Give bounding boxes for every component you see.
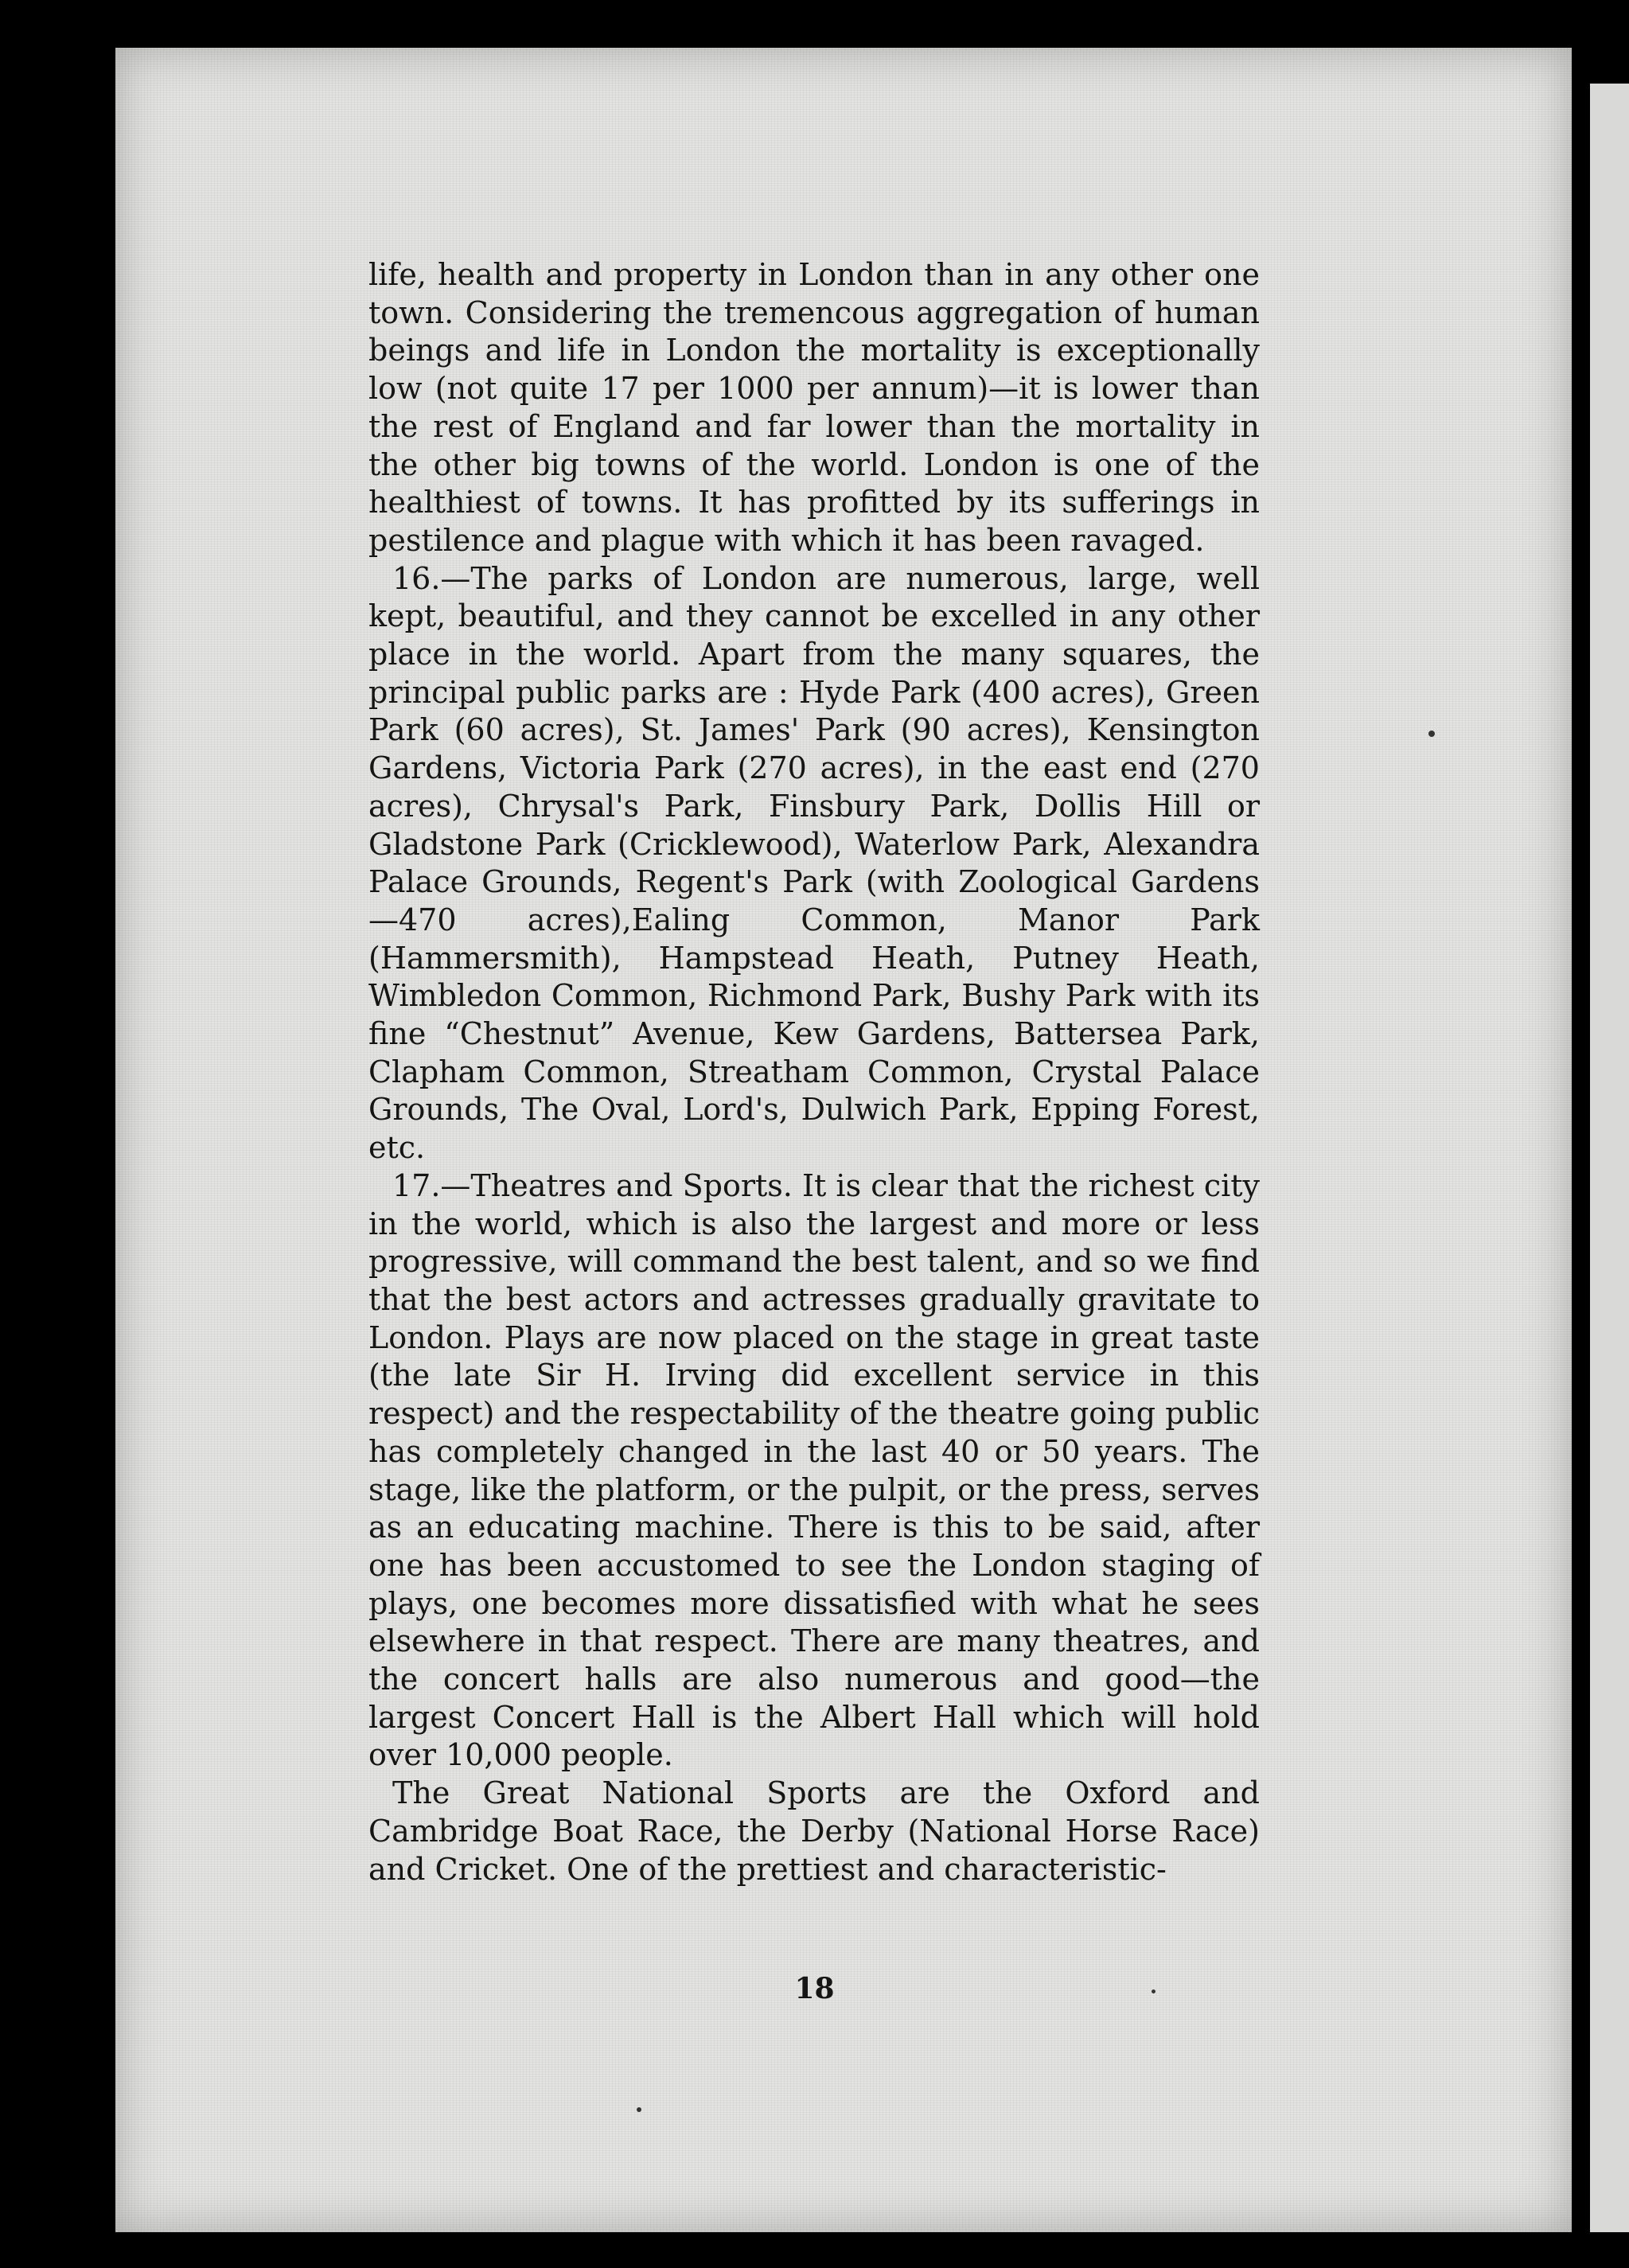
scan-speck — [1152, 1989, 1155, 1993]
scan-speck — [637, 2107, 641, 2112]
adjacent-page-edge — [1590, 84, 1629, 2232]
paragraph-theatres-sports: 17.—Theatres and Sports. It is clear that the richest city in the world, which is also the largest and more or less progressive, will command the best talent, and so we find that the best actors and actresses gradually gravitate to London. Plays are now placed on the stage in great taste (the late Sir H. Irving did excellent service in this respect) and the respectability of the theatre going public has completely changed in the last 40 or 50 years. The stage, like the platform, or the pulpit, or the press, serves as an educating machine. There is this to be said, after one has been accustomed to see the London staging of plays, one becomes more dissatisfied with what he sees elsewhere in that respect. There are many theatres, and the concert halls are also numerous and good—the largest Concert Hall is the Albert Hall which will hold over 10,000 people. — [368, 1167, 1260, 1773]
paragraph-national-sports: The Great National Sports are the Oxford and Cambridge Boat Race, the Derby (National Horse Race) and Cricket. One of the prettiest and characteristic- — [368, 1775, 1260, 1887]
paragraph-continuation: life, health and property in London than in any other one town. Considering the tremencous aggregation of human beings and life in London the mortality is exceptionally low (not quite 17 per 1000 per annum)—it is lower than the rest of England and far lower than the mortality in the other big towns of the world. London is one of the healthiest of towns. It has profitted by its sufferings in pestilence and plague with which it has been ravaged. — [368, 257, 1260, 558]
body-text — [368, 256, 1260, 1888]
page-number: 18 — [794, 1972, 835, 2005]
paragraph-parks: 16.—The parks of London are numerous, large, well kept, beautiful, and they cannot be excelled in any other place in the world. Apart from the many squares, the principal public parks are : Hyde Park (400 acres), Green Park (60 acres), St. James' Park (90 acres), Kensington Gardens, Victoria Park (270 acres), in the east end (270 acres), Chrysal's Park, Finsbury Park, Dollis Hill or Gladstone Park (Cricklewood), Waterlow Park, Alexandra Palace Grounds, Regent's Park (with Zoological Gardens—470 acres),Ealing Common, Manor Park (Hammersmith), Hampstead Heath, Putney Heath, Wimbledon Common, Richmond Park, Bushy Park with its fine “Chestnut” Avenue, Kew Gardens, Battersea Park, Clapham Common, Streatham Common, Crystal Palace Grounds, The Oval, Lord's, Dulwich Park, Epping Forest, etc. — [368, 560, 1260, 1166]
scan-speck — [1428, 731, 1435, 737]
